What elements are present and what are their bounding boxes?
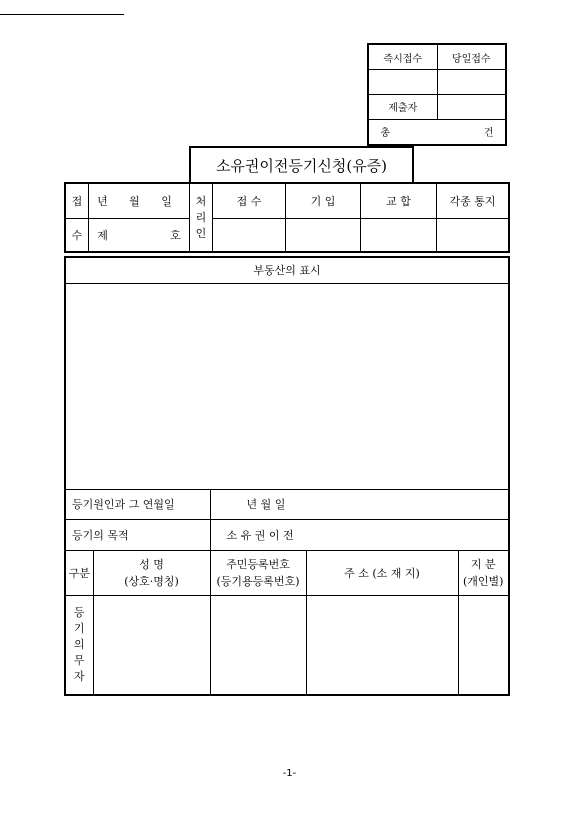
obligor-share-cell bbox=[458, 595, 509, 695]
sameday-receipt-label: 당일접수 bbox=[437, 44, 506, 70]
date-label: 년 월 일 bbox=[89, 183, 190, 218]
notice-cell bbox=[437, 218, 510, 252]
col-entry: 기 입 bbox=[286, 183, 361, 218]
col-name: 성 명 (상호·명칭) bbox=[93, 550, 210, 595]
receipt-cell bbox=[213, 218, 286, 252]
cause-value: 년 월 일 bbox=[210, 489, 509, 519]
col-share: 지 분 (개인별) bbox=[458, 550, 509, 595]
col-verify: 교 합 bbox=[361, 183, 437, 218]
main-table bbox=[64, 256, 510, 696]
property-area bbox=[65, 283, 509, 489]
obligor-label: 등 기 의 무 자 bbox=[65, 595, 93, 695]
obligor-address-cell bbox=[306, 595, 458, 695]
submitter-label: 제출자 bbox=[368, 94, 437, 119]
total-label: 총 bbox=[380, 128, 391, 140]
reception-table bbox=[64, 182, 510, 253]
col-regno: 주민등록번호 (등기용등록번호) bbox=[210, 550, 306, 595]
purpose-label: 등기의 목적 bbox=[65, 519, 210, 550]
number-cell bbox=[89, 218, 190, 252]
receipt-box bbox=[367, 43, 507, 146]
entry-cell bbox=[286, 218, 361, 252]
col-category: 구분 bbox=[65, 550, 93, 595]
number-prefix: 제 bbox=[97, 228, 108, 242]
immediate-receipt-cell bbox=[368, 70, 437, 95]
cause-label: 등기원인과 그 연월일 bbox=[65, 489, 210, 519]
total-count-row bbox=[368, 119, 506, 145]
number-suffix: 호 bbox=[170, 228, 181, 242]
immediate-receipt-label: 즉시접수 bbox=[368, 44, 437, 70]
form-title: 소유권이전등기신청(유증) bbox=[189, 146, 414, 182]
reception-label-top: 접 bbox=[65, 183, 89, 218]
col-notice: 각종 통지 bbox=[437, 183, 510, 218]
verify-cell bbox=[361, 218, 437, 252]
count-unit: 건 bbox=[483, 128, 494, 140]
processor-label: 처 리 인 bbox=[190, 183, 213, 252]
col-receipt: 접 수 bbox=[213, 183, 286, 218]
col-address: 주 소 (소 재 지) bbox=[306, 550, 458, 595]
page-number: -1- bbox=[282, 768, 297, 779]
submitter-cell bbox=[437, 94, 506, 119]
reception-label-bottom: 수 bbox=[65, 218, 89, 252]
property-header: 부동산의 표시 bbox=[65, 257, 509, 283]
top-rule bbox=[0, 14, 124, 15]
sameday-receipt-cell bbox=[437, 70, 506, 95]
purpose-value: 소 유 권 이 전 bbox=[210, 519, 509, 550]
obligor-name-cell bbox=[93, 595, 210, 695]
obligor-regno-cell bbox=[210, 595, 306, 695]
